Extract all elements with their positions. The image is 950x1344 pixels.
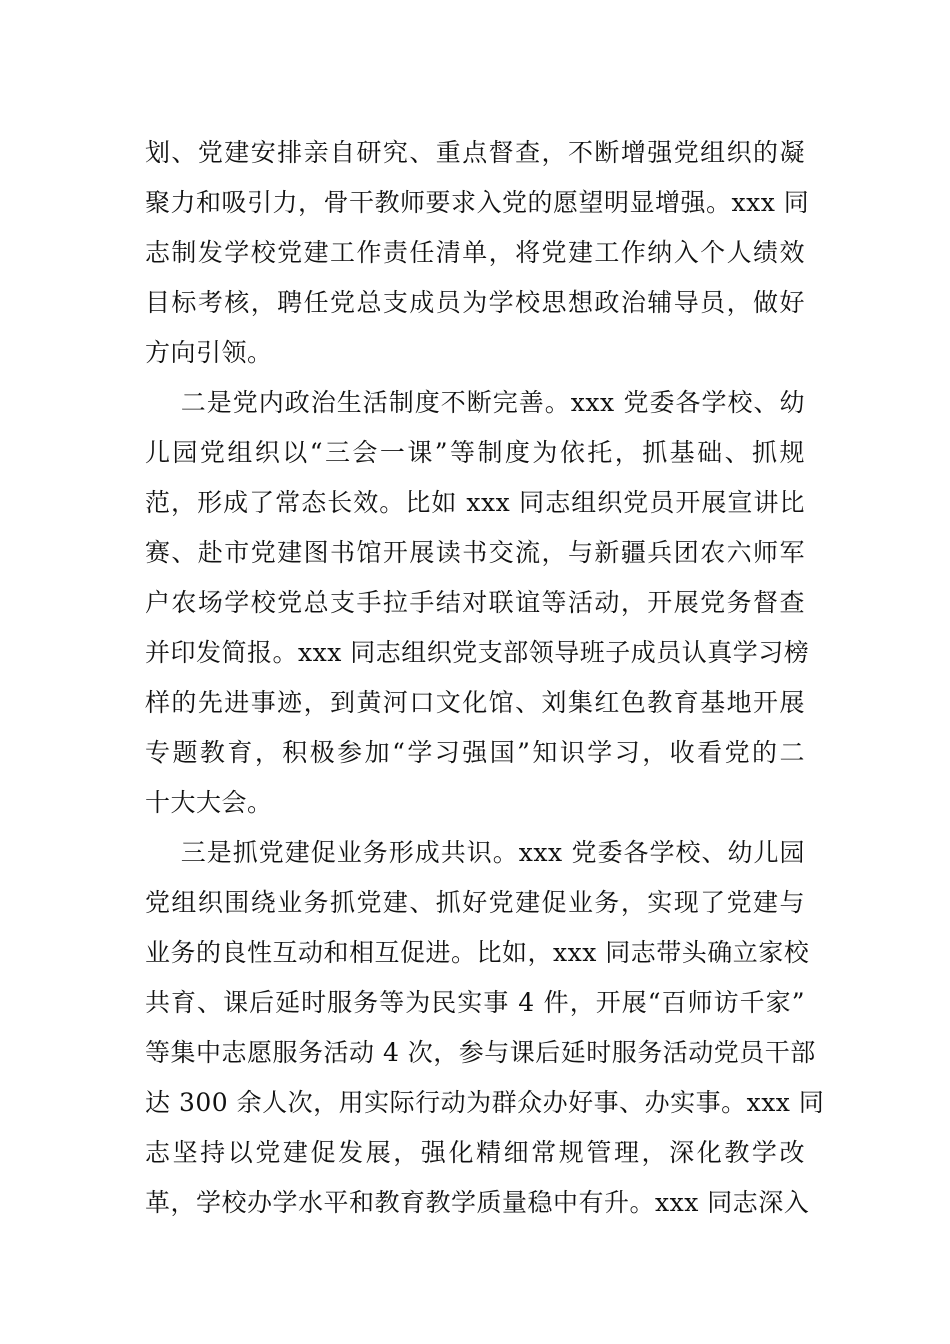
text-line-16: 党组织围绕业务抓党建、抓好党建促业务，实现了党建与 [145,888,805,917]
text-line-18: 共育、课后延时服务等为民实事 4 件，开展“百师访千家” [145,988,805,1017]
text-line-6: 二是党内政治生活制度不断完善。xxx 党委各学校、幼 [145,388,805,417]
text-line-2: 聚力和吸引力，骨干教师要求入党的愿望明显增强。xxx 同 [145,188,810,217]
text-line-14: 十大大会。 [145,788,273,817]
text-line-3: 志制发学校党建工作责任清单，将党建工作纳入个人绩效 [145,238,805,267]
text-line-15: 三是抓党建促业务形成共识。xxx 党委各学校、幼儿园 [145,838,805,867]
text-line-21: 志坚持以党建促发展，强化精细常规管理，深化教学改 [145,1138,805,1167]
body-text [145,128,825,1228]
text-line-11: 并印发简报。xxx 同志组织党支部领导班子成员认真学习榜 [145,638,810,667]
text-line-7: 儿园党组织以“三会一课”等制度为依托，抓基础、抓规 [145,438,805,467]
text-line-8: 范，形成了常态长效。比如 xxx 同志组织党员开展宣讲比 [145,488,805,517]
text-line-4: 目标考核，聘任党总支成员为学校思想政治辅导员，做好 [145,288,805,317]
text-line-13: 专题教育，积极参加“学习强国”知识学习，收看党的二 [145,738,805,767]
text-line-10: 户农场学校党总支手拉手结对联谊等活动，开展党务督查 [145,588,805,617]
text-line-19: 等集中志愿服务活动 4 次，参与课后延时服务活动党员干部 [145,1038,816,1067]
text-line-9: 赛、赴市党建图书馆开展读书交流，与新疆兵团农六师军 [145,538,805,567]
text-line-20: 达 300 余人次，用实际行动为群众办好事、办实事。xxx 同 [145,1088,825,1117]
text-line-12: 样的先进事迹，到黄河口文化馆、刘集红色教育基地开展 [145,688,805,717]
text-line-1: 划、党建安排亲自研究、重点督查，不断增强党组织的凝 [145,138,805,167]
text-line-5: 方向引领。 [145,338,273,367]
text-line-17: 业务的良性互动和相互促进。比如，xxx 同志带头确立家校 [145,938,810,967]
text-line-22: 革，学校办学水平和教育教学质量稳中有升。xxx 同志深入 [145,1188,810,1217]
